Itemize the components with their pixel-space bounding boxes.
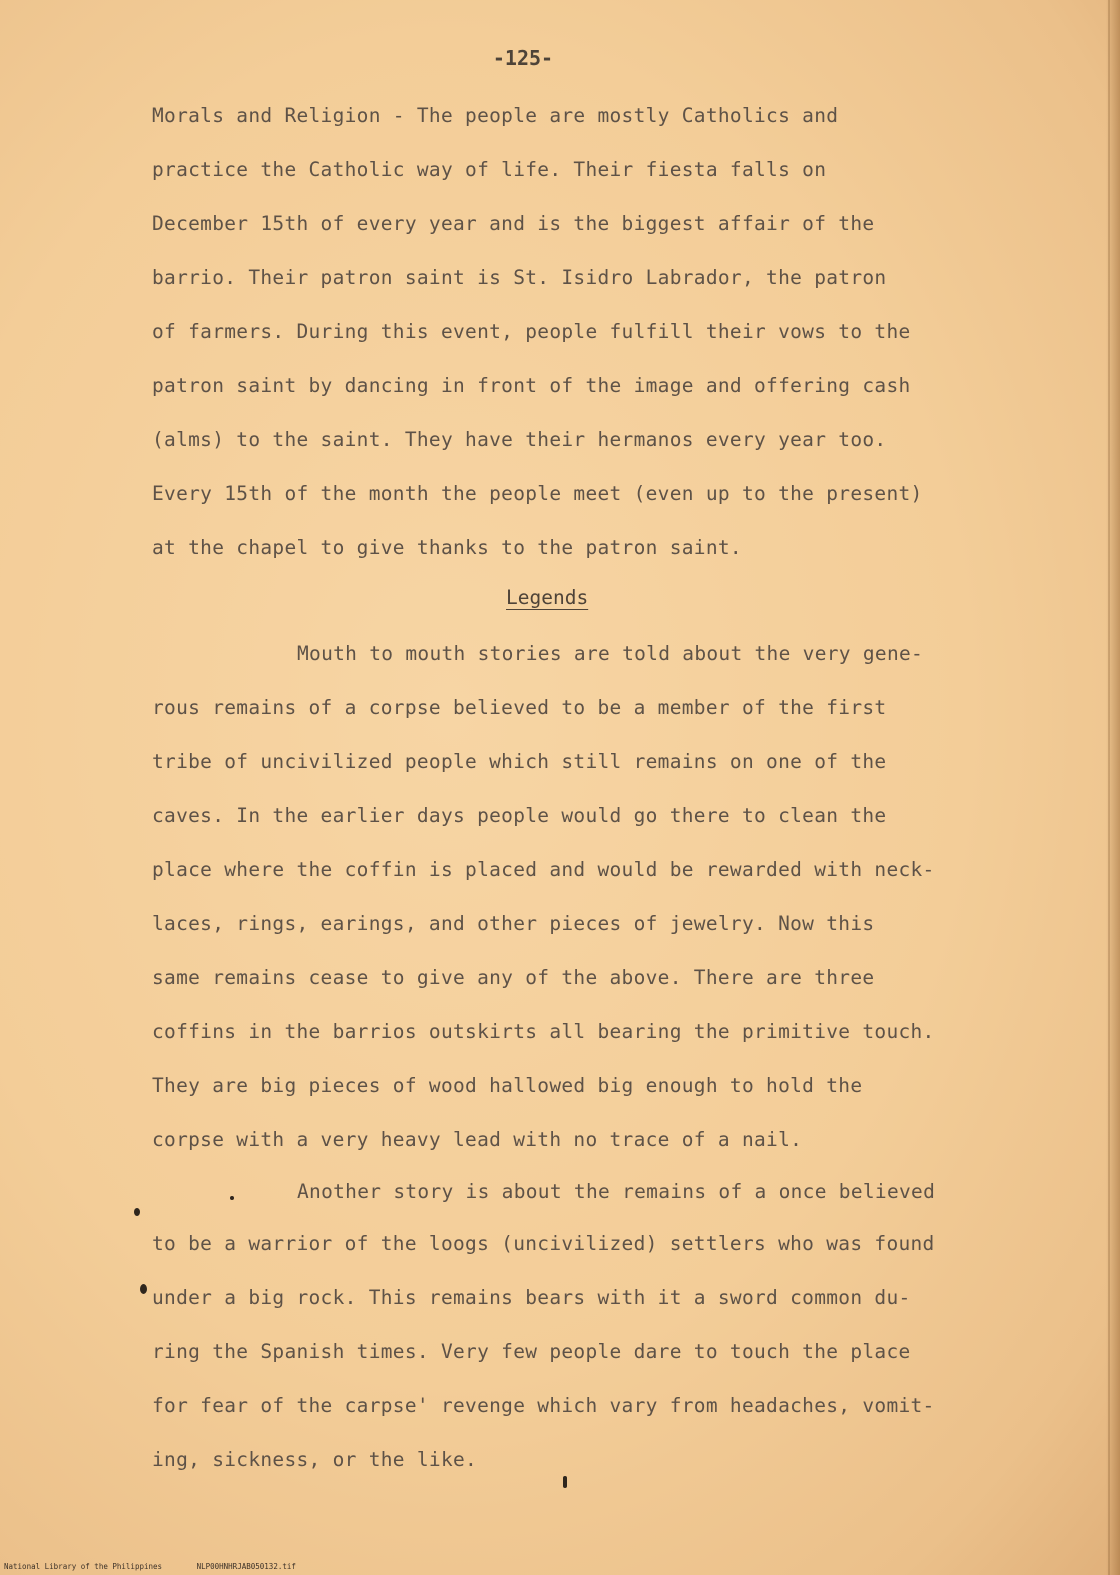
text-line: barrio. Their patron saint is St. Isidro Labrador, the patron [152,266,887,289]
text-line: Another story is about the remains of a once believed [297,1180,936,1203]
page-number: -125- [492,46,554,70]
footer-file-id: NLP00HNHRJAB050132.tif [196,1562,296,1571]
text-line: They are big pieces of wood hallowed big enough to hold the [152,1074,863,1097]
text-line: corpse with a very heavy lead with no trace of a nail. [152,1128,803,1151]
text-line: of farmers. During this event, people fulfill their vows to the [152,320,911,343]
footer-library: National Library of the Philippines [4,1562,163,1571]
text-line: tribe of uncivilized people which still remains on one of the [152,750,887,773]
text-line: to be a warrior of the loogs (uncivilized) settlers who was found [152,1232,935,1255]
text-line: ing, sickness, or the like. [152,1448,478,1471]
text-line: same remains cease to give any of the above. There are three [152,966,875,989]
text-line: for fear of the carpse' revenge which vary from headaches, vomit- [152,1394,935,1417]
ink-mark [134,1208,140,1216]
legends-heading: Legends [506,586,589,609]
text-line: coffins in the barrios outskirts all bearing the primitive touch. [152,1020,935,1043]
text-line: place where the coffin is placed and would be rewarded with neck- [152,858,935,881]
text-line: at the chapel to give thanks to the patron saint. [152,536,742,559]
text-line: December 15th of every year and is the biggest affair of the [152,212,875,235]
text-line: Morals and Religion - The people are mostly Catholics and [152,104,839,127]
text-line: patron saint by dancing in front of the image and offering cash [152,374,911,397]
text-line: Every 15th of the month the people meet (even up to the present) [152,482,923,505]
scan-footer [4,1562,326,1571]
page-edge-line [1108,0,1110,1575]
text-line: Mouth to mouth stories are told about the very gene- [297,642,924,665]
text-line: caves. In the earlier days people would go there to clean the [152,804,887,827]
text-line: rous remains of a corpse believed to be a member of the first [152,696,887,719]
ink-mark [140,1284,147,1294]
text-line: laces, rings, earings, and other pieces of jewelry. Now this [152,912,875,935]
text-line: ring the Spanish times. Very few people dare to touch the place [152,1340,911,1363]
ink-mark [563,1476,567,1488]
text-line: practice the Catholic way of life. Their fiesta falls on [152,158,827,181]
ink-mark [230,1196,234,1200]
text-line: under a big rock. This remains bears with it a sword common du- [152,1286,911,1309]
text-line: (alms) to the saint. They have their hermanos every year too. [152,428,887,451]
